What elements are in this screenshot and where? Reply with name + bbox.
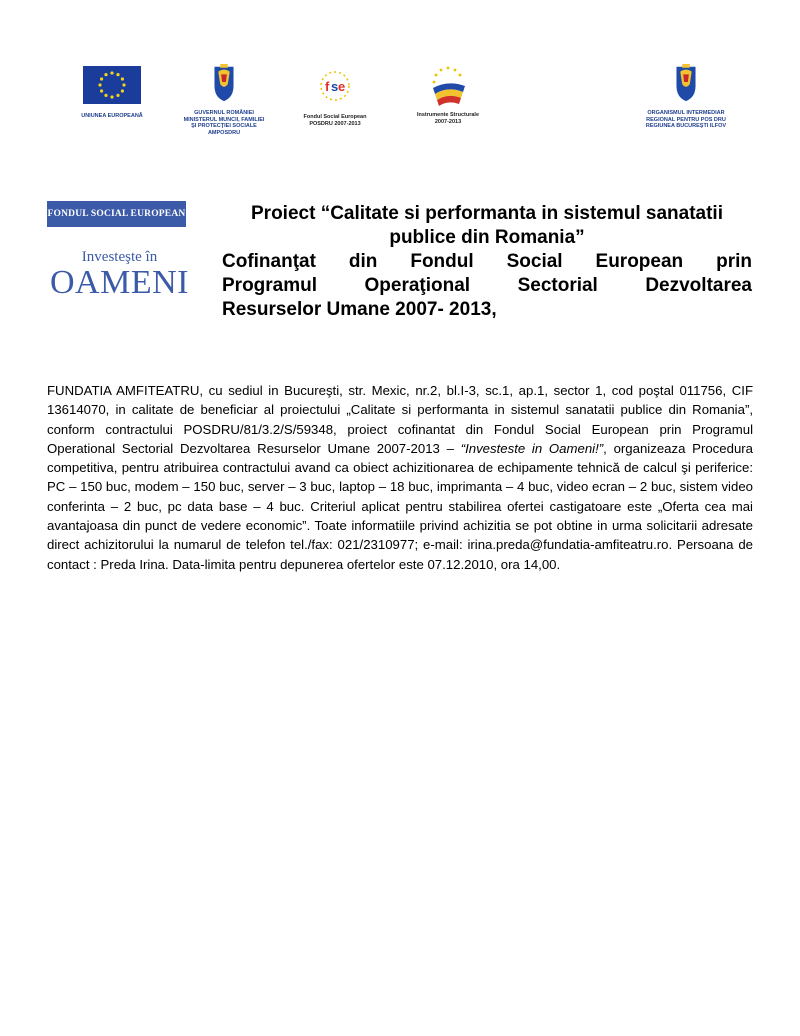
eu-caption: UNIUNEA EUROPEANĂ [81,113,143,119]
announcement-part3: , organizeaza Procedura competitiva, pentru atribuirea contractului avand ca obiect achizitionarea de echipamente tehnică de calcul şi periferice: PC – 150 buc, modem – 150 buc, server – 3 buc, laptop – 18 buc, imprimanta – 4 buc, video ecran – 2 buc, sistem video conferinta – 2 buc, pc data base – 4 buc. Criteriul aplicat pentru stabilirea ofertei castigatoare este „Oferta cea mai avantajoasa din punct de vedere economic”. Toate informatiile privind achizitia se pot obtine in urma solicitarii adresate direct achizitorului la numarul de telefon tel./fax: 021/2310977; e-mail: irina.preda@fundatia-amfiteatru.ro. Persoana de contact : Preda Irina. Data-limita pentru depunerea ofertelor este 07.12.2010, ora 14,00. [47,440,754,572]
cofinancing-line3: Resurselor Umane 2007- 2013, [222,299,497,320]
project-title-line1: Proiect “Calitate si performanta in sistemul sanatatii [251,203,723,224]
investeste-line: Investeşte în [81,249,158,265]
investeste-in-oameni-logo [47,248,192,300]
cofinancing-line2: Programul Operaţional Sectorial Dezvoltarea [222,275,752,296]
fse-logo-icon [315,66,355,106]
instrumente-structurale-logo [408,64,488,125]
government-logo [180,63,268,136]
announcement-slogan: “Investeste in Oameni!” [460,440,604,456]
cofinancing-heading [222,250,752,322]
oirposdru-logo [640,63,732,130]
eu-flag-icon [83,66,141,104]
fse-banner: FONDUL SOCIAL EUROPEAN [47,201,186,227]
svg-text:f: f [325,79,330,94]
svg-text:s: s [331,79,339,94]
instrumente-structurale-icon [423,64,473,110]
government-caption: GUVERNUL ROMÂNIEI MINISTERUL MUNCII, FAMILIEI ŞI PROTECŢIEI SOCIALE AMPOSDRU [183,110,265,136]
fse-logo [298,66,372,127]
oirposdru-caption: ORGANISMUL INTERMEDIAR REGIONAL PENTRU POS DRU REGIUNEA BUCUREŞTI ILFOV [645,110,727,129]
romania-coat-of-arms-icon [672,63,700,103]
project-title-line2: publice din Romania” [389,227,585,248]
fse-caption: Fondul Social European POSDRU 2007-2013 [303,114,367,127]
oameni-line: OAMENI [50,264,189,301]
eu-logo [72,66,152,120]
romania-coat-of-arms-icon [210,63,238,103]
cofinancing-line1: Cofinanţat din Fondul Social European prin [222,251,752,272]
svg-text:e: e [338,79,346,94]
instrumente-caption: Instrumente Structurale 2007-2013 [416,112,480,125]
announcement-paragraph [47,381,753,574]
announcement-part1: FUNDATIA AMFITEATRU, cu sediul in Bucureşti, str. Mexic, nr.2, bl.I-3, sc.1, ap.1, sector 1, cod poştal 011756, CIF 13614070, in calitate de beneficiar al proiectului „Calitate si performanta in sistemul sanatatii publice din Romania”, conform contractului POSDRU/81/3.2/S/59348, proiect cofinantat din Fondul Social European prin Programul Operational Sectorial Dezvoltarea Resurselor Umane 2007-2013 – [47,383,753,456]
project-title [222,202,752,250]
